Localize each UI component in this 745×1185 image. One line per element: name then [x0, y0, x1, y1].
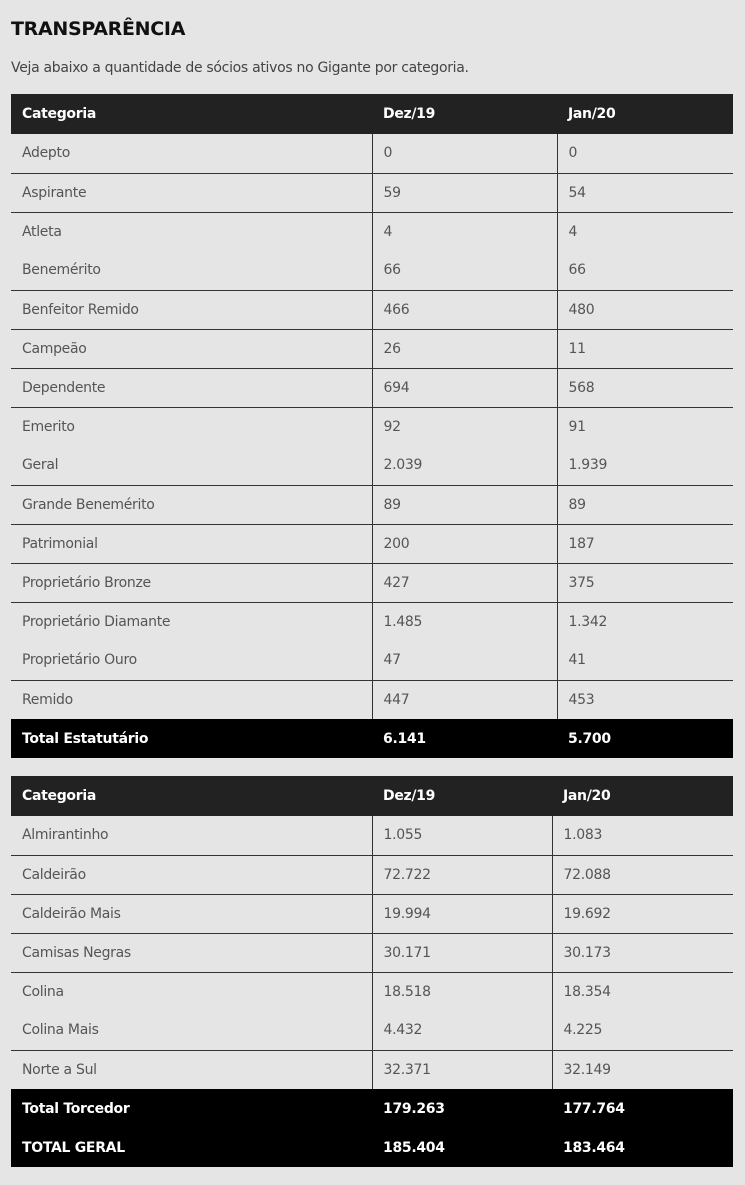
dec19-value: 59 [372, 173, 557, 212]
table-row [11, 251, 733, 290]
dec19-value: 427 [372, 563, 557, 602]
jan20-value: 480 [557, 290, 733, 329]
table-row [11, 894, 733, 933]
category-cell: Proprietário Ouro [22, 652, 137, 669]
jan20-value: 453 [557, 680, 733, 719]
dec19-value: 1.485 [372, 602, 557, 641]
table-row [11, 134, 733, 173]
table-row [11, 407, 733, 446]
total-row [11, 1128, 733, 1167]
members-fan-table [11, 776, 733, 1167]
dec19-value: 26 [372, 329, 557, 368]
table-row [11, 855, 733, 894]
jan20-value: 1.083 [552, 816, 733, 855]
total-row [11, 719, 733, 758]
category-cell: Caldeirão Mais [11, 894, 372, 933]
dec19-value: 89 [372, 485, 557, 524]
jan20-value: 1.939 [557, 446, 733, 485]
jan20-value: 18.354 [552, 972, 733, 1011]
total-label: Total Estatutário [11, 719, 372, 758]
table-row [11, 446, 733, 485]
dec19-value: 72.722 [372, 855, 552, 894]
jan20-value: 568 [557, 368, 733, 407]
category-cell: Proprietário Diamante [11, 602, 372, 641]
category-cell: Norte a Sul [11, 1050, 372, 1089]
table-row [11, 173, 733, 212]
total-jan20: 177.764 [552, 1089, 733, 1128]
total-dec19: 179.263 [372, 1089, 552, 1128]
total-jan20: 183.464 [552, 1128, 733, 1167]
table-header [11, 94, 733, 134]
total-dec19: 6.141 [372, 719, 557, 758]
table-row [11, 524, 733, 563]
header-jan20: Jan/20 [557, 94, 733, 134]
category-cell: Colina Mais [22, 1022, 99, 1039]
jan20-value: 41 [557, 641, 733, 680]
table-row [11, 1050, 733, 1089]
jan20-value: 11 [557, 329, 733, 368]
header-dec19: Dez/19 [372, 776, 552, 816]
table-row [11, 602, 733, 641]
jan20-value: 1.342 [557, 602, 733, 641]
category-cell: Patrimonial [11, 524, 372, 563]
dec19-value: 66 [372, 251, 557, 290]
total-dec19: 185.404 [372, 1128, 552, 1167]
table-row [11, 329, 733, 368]
dec19-value: 2.039 [372, 446, 557, 485]
dec19-value: 694 [372, 368, 557, 407]
category-cell: Remido [11, 680, 372, 719]
jan20-value: 54 [557, 173, 733, 212]
header-category: Categoria [11, 776, 372, 816]
dec19-value: 4.432 [372, 1011, 552, 1050]
table-row [11, 816, 733, 855]
jan20-value: 32.149 [552, 1050, 733, 1089]
category-cell: Camisas Negras [11, 933, 372, 972]
members-statutory-table [11, 94, 733, 758]
jan20-value: 375 [557, 563, 733, 602]
jan20-value: 0 [557, 134, 733, 173]
table-row [11, 680, 733, 719]
jan20-value: 72.088 [552, 855, 733, 894]
table-row [11, 212, 733, 251]
dec19-value: 1.055 [372, 816, 552, 855]
dec19-value: 47 [372, 641, 557, 680]
dec19-value: 92 [372, 407, 557, 446]
table-row [11, 368, 733, 407]
total-row [11, 1089, 733, 1128]
category-cell: Adepto [22, 145, 70, 162]
category-cell: Almirantinho [22, 827, 109, 844]
category-cell: Campeão [11, 329, 372, 368]
table-body [11, 816, 733, 1167]
total-label: TOTAL GERAL [11, 1128, 372, 1167]
jan20-value: 19.692 [552, 894, 733, 933]
table-body [11, 134, 733, 758]
jan20-value: 91 [557, 407, 733, 446]
category-cell: Geral [22, 457, 59, 474]
table-row [11, 290, 733, 329]
category-cell: Benemérito [22, 262, 101, 279]
dec19-value: 447 [372, 680, 557, 719]
page-intro: Veja abaixo a quantidade de sócios ativos no Gigante por categoria. [11, 60, 469, 76]
total-label: Total Torcedor [11, 1089, 372, 1128]
category-cell: Grande Benemérito [11, 485, 372, 524]
category-cell: Benfeitor Remido [11, 290, 372, 329]
category-cell: Dependente [11, 368, 372, 407]
dec19-value: 4 [372, 212, 557, 251]
table-row [11, 641, 733, 680]
category-cell: Aspirante [11, 173, 372, 212]
jan20-value: 30.173 [552, 933, 733, 972]
header-category: Categoria [11, 94, 372, 134]
table-header [11, 776, 733, 816]
table-row [11, 972, 733, 1011]
jan20-value: 4 [557, 212, 733, 251]
jan20-value: 66 [557, 251, 733, 290]
dec19-value: 30.171 [372, 933, 552, 972]
dec19-value: 200 [372, 524, 557, 563]
category-cell: Caldeirão [11, 855, 372, 894]
table-row [11, 933, 733, 972]
jan20-value: 4.225 [552, 1011, 733, 1050]
dec19-value: 0 [372, 134, 557, 173]
category-cell: Proprietário Bronze [11, 563, 372, 602]
header-dec19: Dez/19 [372, 94, 557, 134]
table-row [11, 485, 733, 524]
table-row [11, 563, 733, 602]
table-row [11, 1011, 733, 1050]
dec19-value: 19.994 [372, 894, 552, 933]
category-cell: Colina [11, 972, 372, 1011]
jan20-value: 89 [557, 485, 733, 524]
header-jan20: Jan/20 [552, 776, 733, 816]
dec19-value: 18.518 [372, 972, 552, 1011]
dec19-value: 32.371 [372, 1050, 552, 1089]
jan20-value: 187 [557, 524, 733, 563]
total-jan20: 5.700 [557, 719, 733, 758]
page-title: TRANSPARÊNCIA [11, 18, 186, 40]
category-cell: Emerito [11, 407, 372, 446]
category-cell: Atleta [11, 212, 372, 251]
dec19-value: 466 [372, 290, 557, 329]
